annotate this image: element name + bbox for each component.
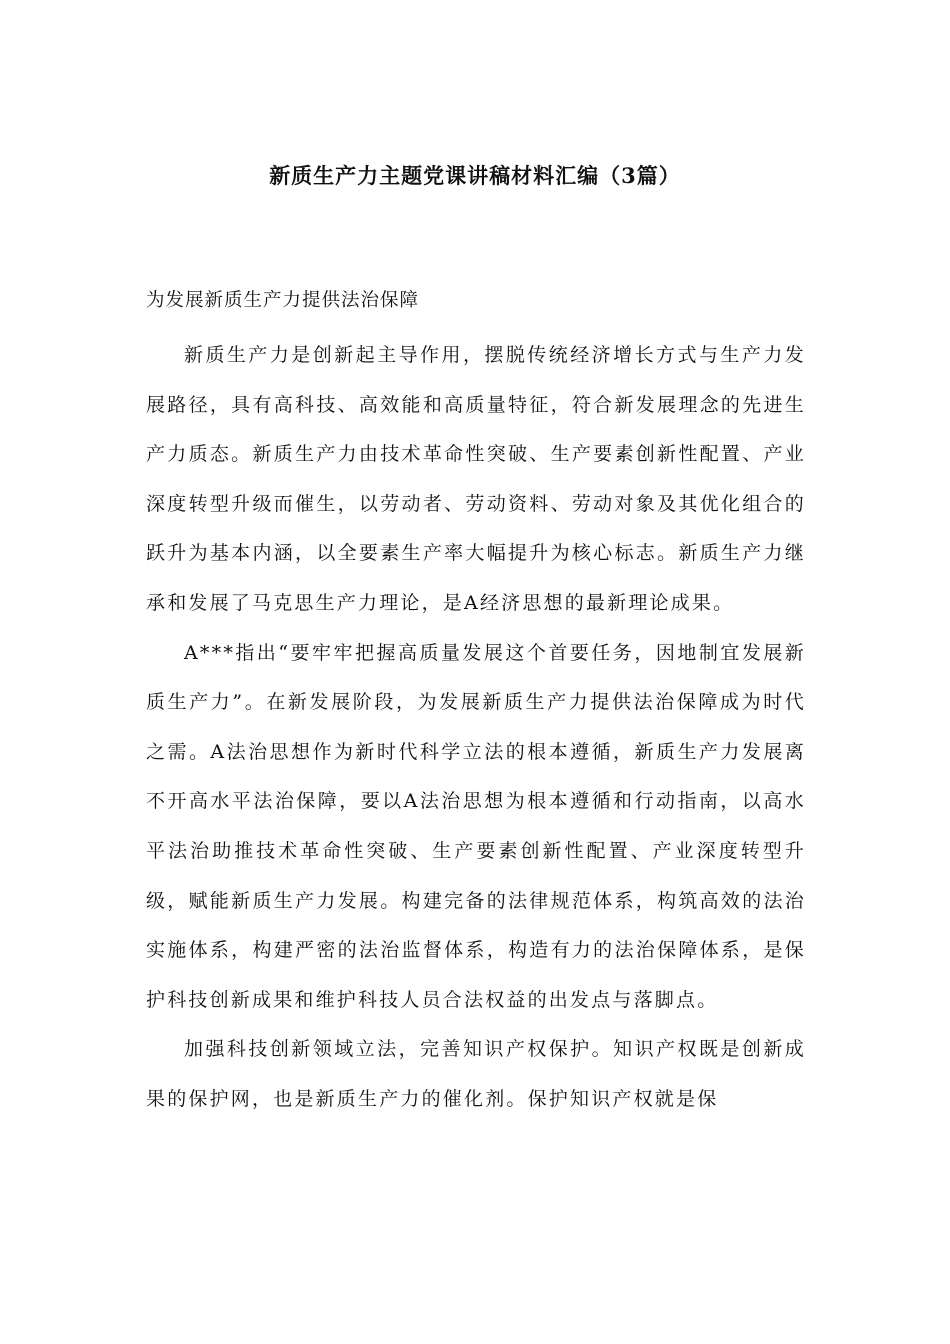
body-paragraph: 新质生产力是创新起主导作用，摆脱传统经济增长方式与生产力发展路径，具有高科技、高效能和高质量特征，符合新发展理念的先进生产力质态。新质生产力由技术革命性突破、生产要素创新性配置、产业深度转型升级而催生，以劳动者、劳动资料、劳动对象及其优化组合的跃升为基本内涵，以全要素生产率大幅提升为核心标志。新质生产力继承和发展了马克思生产力理论，是A经济思想的最新理论成果。 — [146, 344, 806, 614]
body-paragraph: 加强科技创新领域立法，完善知识产权保护。知识产权既是创新成果的保护网，也是新质生产力的催化剂。保护知识产权就是保 — [146, 1038, 806, 1110]
section-heading: 为发展新质生产力提供法治保障 — [146, 290, 420, 311]
document-body — [146, 331, 806, 1125]
body-paragraph: A***指出“要牢牢把握高质量发展这个首要任务，因地制宜发展新质生产力”。在新发展阶段，为发展新质生产力提供法治保障成为时代之需。A法治思想作为新时代科学立法的根本遵循，新质生产力发展离不开高水平法治保障，要以A法治思想为根本遵循和行动指南，以高水平法治助推技术革命性突破、生产要素创新性配置、产业深度转型升级，赋能新质生产力发展。构建完备的法律规范体系，构筑高效的法治实施体系，构建严密的法治监督体系，构造有力的法治保障体系，是保护科技创新成果和维护科技人员合法权益的出发点与落脚点。 — [146, 641, 806, 1011]
document-title: 新质生产力主题党课讲稿材料汇编（3篇） — [269, 163, 681, 188]
